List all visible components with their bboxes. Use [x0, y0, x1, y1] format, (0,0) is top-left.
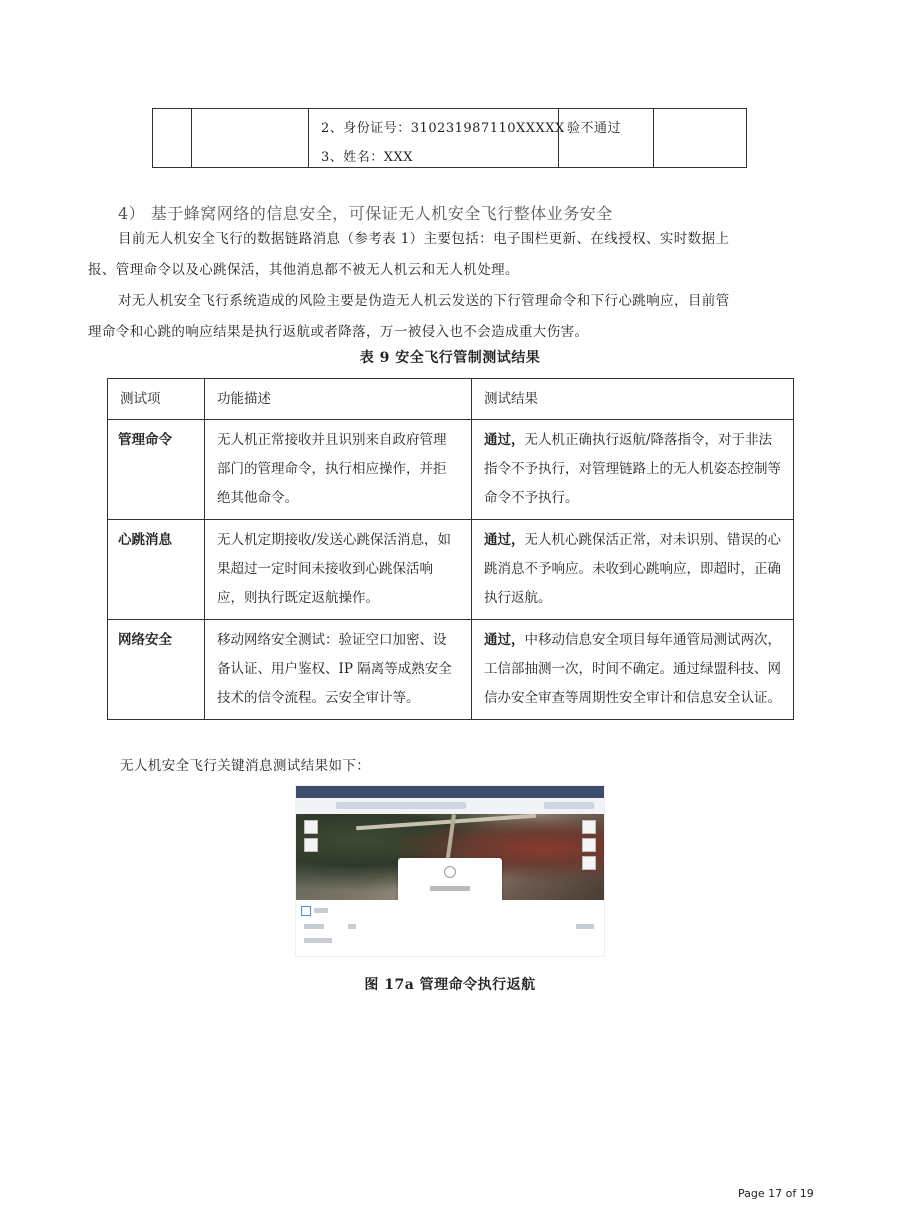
map-layer-icon	[304, 838, 318, 852]
control-panel	[296, 900, 604, 956]
row-result	[484, 520, 781, 619]
row-name: 心跳消息	[118, 532, 172, 548]
table-caption: 表 9 安全飞行管制测试结果	[359, 350, 541, 366]
result-text: 无人机心跳保活正常，对未识别、错误的心跳消息不予响应。未收到心跳响应，即超时，正确执行返航。	[484, 532, 781, 606]
paragraph-1-line-1: 目前无人机安全飞行的数据链路消息（参考表 1）主要包括：电子围栏更新、在线授权、实时数据上	[118, 231, 730, 247]
paragraph-2-line-1: 对无人机安全飞行系统造成的风险主要是伪造无人机云发送的下行管理命令和下行心跳响应，目前管	[118, 293, 730, 309]
map-control-icon	[582, 838, 596, 852]
continued-table	[152, 108, 747, 168]
row-description: 移动网络安全测试：验证空口加密、设备认证、用户鉴权、IP 隔离等成熟安全技术的信令流程。云安全审计等。	[217, 632, 452, 706]
pass-label: 通过，	[484, 632, 525, 648]
map-control-icon	[582, 820, 596, 834]
row-result	[484, 420, 781, 519]
result-text: 无人机正确执行返航/降落指令，对于非法指令不予执行，对管理链路上的无人机姿态控制等命令不予执行。	[484, 432, 781, 506]
verification-result: 验不通过	[567, 121, 622, 136]
command-dialog	[398, 858, 502, 902]
table-header-row	[108, 379, 794, 420]
app-titlebar	[296, 786, 604, 798]
row-name: 网络安全	[118, 632, 172, 648]
section-heading: 4） 基于蜂窝网络的信息安全，可保证无人机安全飞行整体业务安全	[118, 204, 613, 223]
result-text: 中移动信息安全项目每年通管局测试两次，工信部抽测一次，时间不确定。通过绿盟科技、网信办安全审查等周期性安全审计和信息安全认证。	[484, 632, 781, 706]
header-result: 测试结果	[472, 379, 794, 420]
row-result	[484, 620, 781, 719]
row-description: 无人机正常接收并且识别来自政府管理部门的管理命令，执行相应操作，并拒绝其他命令。	[217, 432, 447, 506]
table-row	[108, 620, 794, 720]
map-zoom-icon	[304, 820, 318, 834]
row-name: 管理命令	[118, 432, 172, 448]
return-home-screenshot	[296, 786, 604, 956]
pass-label: 通过，	[484, 532, 525, 548]
figure-intro: 无人机安全飞行关键消息测试结果如下：	[120, 758, 371, 774]
header-test-item: 测试项	[108, 379, 205, 420]
flight-control-test-table	[107, 378, 794, 720]
name-line: 3、姓名：XXX	[321, 150, 414, 165]
header-description: 功能描述	[205, 379, 472, 420]
row-description: 无人机定期接收/发送心跳保活消息，如果超过一定时间未接收到心跳保活响应，则执行既定返航操作。	[217, 532, 452, 606]
paragraph-1-line-2: 报、管理命令以及心跳保活，其他消息都不被无人机云和无人机处理。	[88, 262, 519, 278]
address-bar	[296, 798, 604, 815]
table-divider	[653, 109, 654, 167]
status-icon	[444, 866, 456, 878]
pass-label: 通过，	[484, 432, 525, 448]
map-control-icon	[582, 856, 596, 870]
figure-caption: 图 17a 管理命令执行返航	[364, 977, 536, 993]
table-divider	[191, 109, 192, 167]
checkbox-icon	[301, 906, 311, 916]
paragraph-2-line-2: 理命令和心跳的响应结果是执行返航或者降落，万一被侵入也不会造成重大伤害。	[88, 324, 589, 340]
table-row	[108, 520, 794, 620]
table-row	[108, 420, 794, 520]
page-number: Page 17 of 19	[738, 1187, 814, 1200]
table-divider	[308, 109, 309, 167]
id-number-line: 2、身份证号：310231987110XXXXX	[321, 121, 565, 136]
